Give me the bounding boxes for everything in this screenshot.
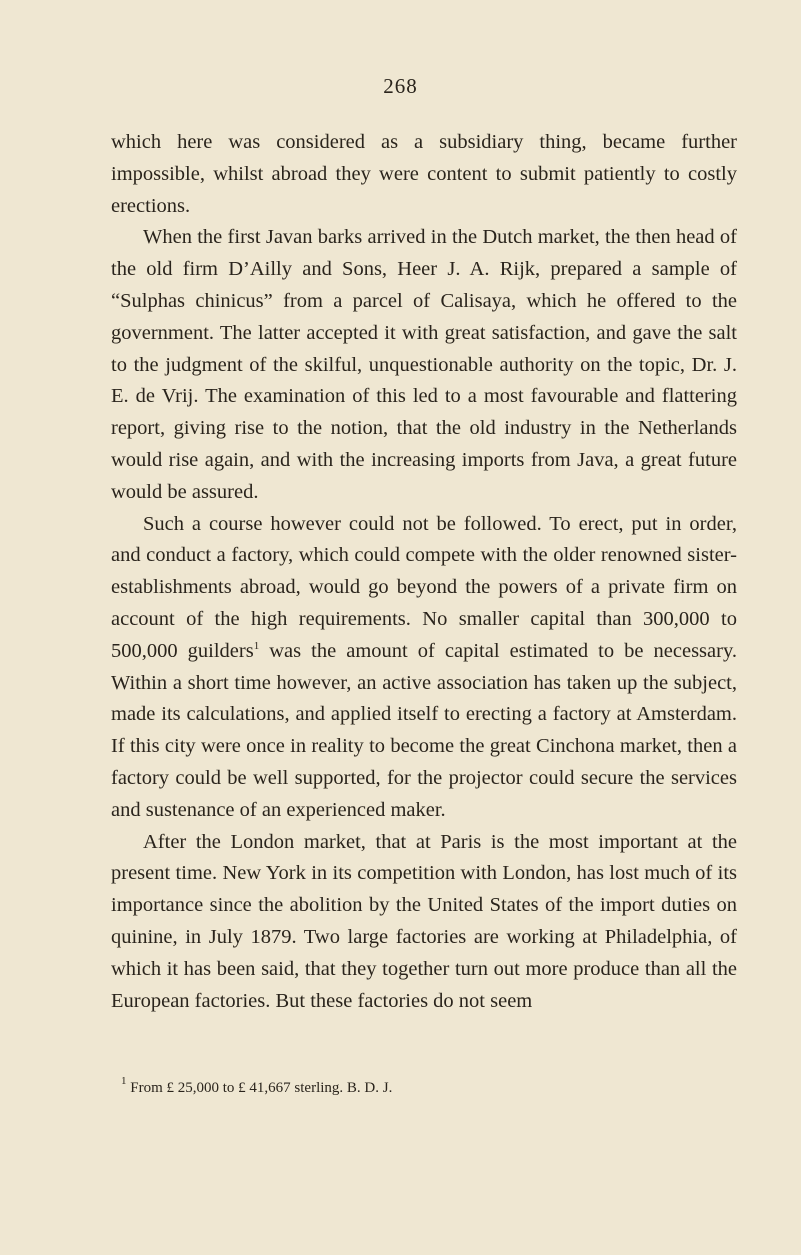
text-body <box>111 127 737 1017</box>
paragraph-continuation: which here was considered as a subsidiary thing, became further impossible, whilst abroad they were content to submit patiently to costly erections. <box>111 131 737 217</box>
paragraph-london-market: After the London market, that at Paris is the most important at the present time. New York in its competition with London, has lost much of its importance since the abolition by the United States of the import duties on quinine, in July 1879. Two large factories are working at Philadelphia, of which it has been said, that they together turn out more produce than all the European factories. But these factories do not seem <box>111 830 737 1012</box>
paragraph-factory-course <box>111 509 737 827</box>
footnote-marker: 1 <box>121 1075 127 1087</box>
footnote-reference: 1 <box>253 639 260 652</box>
page-number: 268 <box>383 74 418 98</box>
paragraph-text-before-note: Such a course however could not be followed. To erect, put in order, and conduct a factory, which could compete with the older renowned sister-establishments abroad, would go beyond the powers of a private firm on account of the high requirements. No smaller capital than 300,000 to 500,000 guilders <box>111 512 737 662</box>
footnote-text: From £ 25,000 to £ 41,667 sterling. B. D. J. <box>130 1080 393 1096</box>
footnote <box>111 1075 737 1098</box>
paragraph-text-after-note: was the amount of capital estimated to be necessary. Within a short time however, an active association has taken up the subject, made its calculations, and applied itself to erecting a factory at Amsterdam. If this city were once in reality to become the great Cinchona market, then a factory could be well supported, for the projector could secure the services and sustenance of an experienced maker. <box>111 639 738 821</box>
paragraph-javan-barks: When the first Javan barks arrived in the Dutch market, the then head of the old firm D’Ailly and Sons, Heer J. A. Rijk, prepared a sample of “Sulphas chinicus” from a parcel of Calisaya, which he offered to the government. The latter accepted it with great satisfaction, and gave the salt to the judgment of the skilful, unquestionable authority on the topic, Dr. J. E. de Vrij. The examination of this led to a most favourable and flattering report, giving rise to the notion, that the old industry in the Netherlands would rise again, and with the increasing imports from Java, a great future would be assured. <box>111 226 737 503</box>
